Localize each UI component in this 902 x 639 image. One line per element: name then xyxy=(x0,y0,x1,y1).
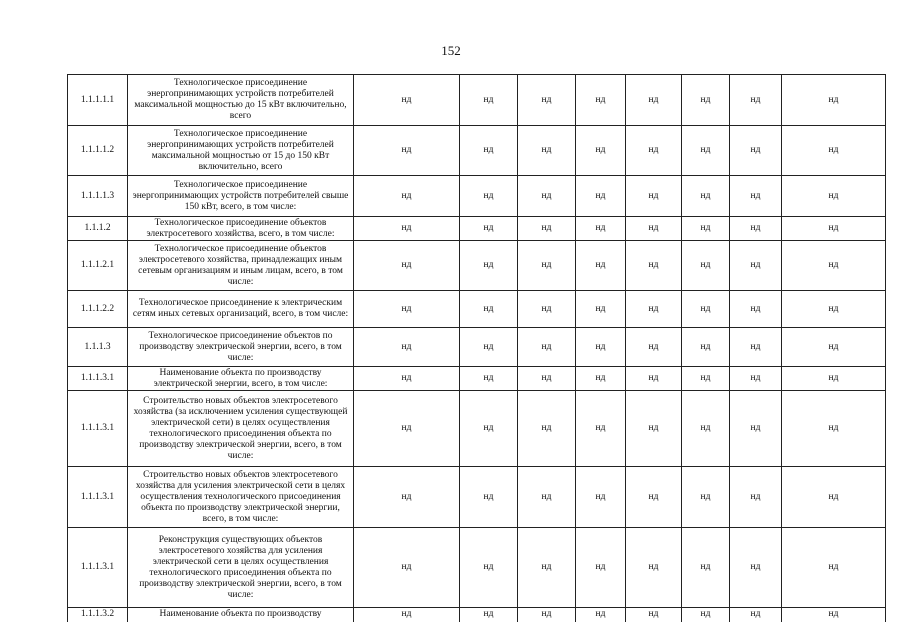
row-value: нд xyxy=(682,126,730,176)
row-value: нд xyxy=(626,291,682,328)
row-value: нд xyxy=(460,391,518,467)
row-value: нд xyxy=(354,241,460,291)
row-value: нд xyxy=(730,528,782,608)
row-value: нд xyxy=(782,528,886,608)
table-row xyxy=(68,608,886,622)
row-value: нд xyxy=(354,75,460,126)
row-value: нд xyxy=(460,608,518,622)
row-value: нд xyxy=(518,328,576,367)
row-value: нд xyxy=(782,328,886,367)
row-value: нд xyxy=(576,608,626,622)
row-value: нд xyxy=(518,608,576,622)
row-value: нд xyxy=(460,367,518,391)
row-value: нд xyxy=(682,528,730,608)
row-code: 1.1.1.2.1 xyxy=(68,241,128,291)
row-name: Технологическое присоединение энергопринимающих устройств потребителей свыше 150 кВт, всего, в том числе: xyxy=(128,176,354,217)
row-value: нд xyxy=(518,217,576,241)
row-value: нд xyxy=(460,467,518,528)
row-value: нд xyxy=(576,176,626,217)
row-value: нд xyxy=(782,241,886,291)
row-value: нд xyxy=(730,608,782,622)
row-value: нд xyxy=(782,176,886,217)
row-value: нд xyxy=(460,291,518,328)
row-value: нд xyxy=(518,291,576,328)
row-value: нд xyxy=(576,367,626,391)
row-name: Технологическое присоединение энергопринимающих устройств потребителей максимальной мощностью от 15 до 150 кВт включительно, всего xyxy=(128,126,354,176)
row-value: нд xyxy=(682,241,730,291)
row-code: 1.1.1.1.3 xyxy=(68,176,128,217)
row-value: нд xyxy=(354,528,460,608)
row-value: нд xyxy=(682,328,730,367)
row-value: нд xyxy=(354,328,460,367)
row-value: нд xyxy=(576,291,626,328)
table-row xyxy=(68,75,886,126)
data-table xyxy=(67,74,886,622)
row-name: Технологическое присоединение объектов электросетевого хозяйства, принадлежащих иным сетевым организациям и иным лицам, всего, в том числе: xyxy=(128,241,354,291)
row-value: нд xyxy=(782,608,886,622)
row-value: нд xyxy=(576,328,626,367)
row-code: 1.1.1.3 xyxy=(68,328,128,367)
row-value: нд xyxy=(730,241,782,291)
row-value: нд xyxy=(682,176,730,217)
row-value: нд xyxy=(626,391,682,467)
row-value: нд xyxy=(730,328,782,367)
row-value: нд xyxy=(354,467,460,528)
row-code: 1.1.1.1.2 xyxy=(68,126,128,176)
row-value: нд xyxy=(626,608,682,622)
row-value: нд xyxy=(782,291,886,328)
row-value: нд xyxy=(782,467,886,528)
row-value: нд xyxy=(626,241,682,291)
row-value: нд xyxy=(682,75,730,126)
row-value: нд xyxy=(626,75,682,126)
row-code: 1.1.1.3.1 xyxy=(68,528,128,608)
row-value: нд xyxy=(730,75,782,126)
row-name: Технологическое присоединение энергопринимающих устройств потребителей максимальной мощностью до 15 кВт включительно, всего xyxy=(128,75,354,126)
row-value: нд xyxy=(354,608,460,622)
table-row xyxy=(68,126,886,176)
row-value: нд xyxy=(782,217,886,241)
row-value: нд xyxy=(518,176,576,217)
row-value: нд xyxy=(576,241,626,291)
row-value: нд xyxy=(354,176,460,217)
row-value: нд xyxy=(354,217,460,241)
row-value: нд xyxy=(730,176,782,217)
row-name: Реконструкция существующих объектов электросетевого хозяйства для усиления электрической сети в целях осуществления технологического присоединения объекта по производству электрической энергии, всего, в том числе: xyxy=(128,528,354,608)
row-code: 1.1.1.3.1 xyxy=(68,391,128,467)
row-value: нд xyxy=(682,217,730,241)
row-value: нд xyxy=(682,291,730,328)
row-value: нд xyxy=(626,126,682,176)
row-code: 1.1.1.3.1 xyxy=(68,367,128,391)
table-row xyxy=(68,467,886,528)
row-code: 1.1.1.2 xyxy=(68,217,128,241)
row-value: нд xyxy=(626,467,682,528)
row-value: нд xyxy=(730,391,782,467)
row-value: нд xyxy=(626,328,682,367)
row-value: нд xyxy=(782,75,886,126)
row-value: нд xyxy=(460,241,518,291)
row-code: 1.1.1.2.2 xyxy=(68,291,128,328)
row-value: нд xyxy=(518,75,576,126)
row-value: нд xyxy=(518,467,576,528)
row-value: нд xyxy=(626,367,682,391)
row-value: нд xyxy=(354,367,460,391)
table-body xyxy=(68,75,886,622)
row-name: Технологическое присоединение к электрическим сетям иных сетевых организаций, всего, в том числе: xyxy=(128,291,354,328)
row-name: Строительство новых объектов электросетевого хозяйства (за исключением усиления существующей электрической сети) в целях осуществления технологического присоединения объекта по производству электрической энергии, всего, в том числе: xyxy=(128,391,354,467)
table-row xyxy=(68,328,886,367)
row-value: нд xyxy=(730,126,782,176)
table-row xyxy=(68,217,886,241)
row-value: нд xyxy=(354,291,460,328)
table-row xyxy=(68,241,886,291)
row-value: нд xyxy=(626,217,682,241)
row-value: нд xyxy=(782,391,886,467)
row-value: нд xyxy=(460,75,518,126)
row-value: нд xyxy=(626,528,682,608)
row-code: 1.1.1.3.1 xyxy=(68,467,128,528)
table-row xyxy=(68,291,886,328)
row-value: нд xyxy=(460,528,518,608)
row-value: нд xyxy=(576,467,626,528)
row-value: нд xyxy=(730,291,782,328)
row-value: нд xyxy=(682,391,730,467)
row-value: нд xyxy=(682,608,730,622)
row-value: нд xyxy=(682,367,730,391)
row-value: нд xyxy=(518,391,576,467)
table-row xyxy=(68,528,886,608)
row-value: нд xyxy=(354,391,460,467)
row-value: нд xyxy=(682,467,730,528)
row-value: нд xyxy=(518,241,576,291)
row-value: нд xyxy=(576,391,626,467)
table-row xyxy=(68,367,886,391)
row-value: нд xyxy=(576,126,626,176)
row-name: Наименование объекта по производству xyxy=(128,608,354,622)
row-value: нд xyxy=(730,367,782,391)
row-code: 1.1.1.3.2 xyxy=(68,608,128,622)
row-value: нд xyxy=(730,217,782,241)
row-name: Строительство новых объектов электросетевого хозяйства для усиления электрической сети в целях осуществления технологического присоединения объекта по производству электрической энергии, всего, в том числе: xyxy=(128,467,354,528)
row-name: Наименование объекта по производству электрической энергии, всего, в том числе: xyxy=(128,367,354,391)
row-value: нд xyxy=(518,528,576,608)
row-value: нд xyxy=(576,75,626,126)
row-value: нд xyxy=(576,217,626,241)
row-code: 1.1.1.1.1 xyxy=(68,75,128,126)
row-value: нд xyxy=(782,126,886,176)
row-value: нд xyxy=(576,528,626,608)
row-value: нд xyxy=(460,126,518,176)
row-value: нд xyxy=(460,176,518,217)
row-value: нд xyxy=(730,467,782,528)
row-value: нд xyxy=(460,217,518,241)
row-name: Технологическое присоединение объектов электросетевого хозяйства, всего, в том числе: xyxy=(128,217,354,241)
page-number: 152 xyxy=(441,43,461,58)
table-row xyxy=(68,176,886,217)
row-value: нд xyxy=(518,126,576,176)
row-value: нд xyxy=(460,328,518,367)
row-value: нд xyxy=(518,367,576,391)
table-row xyxy=(68,391,886,467)
row-value: нд xyxy=(626,176,682,217)
row-value: нд xyxy=(782,367,886,391)
row-name: Технологическое присоединение объектов по производству электрической энергии, всего, в том числе: xyxy=(128,328,354,367)
row-value: нд xyxy=(354,126,460,176)
